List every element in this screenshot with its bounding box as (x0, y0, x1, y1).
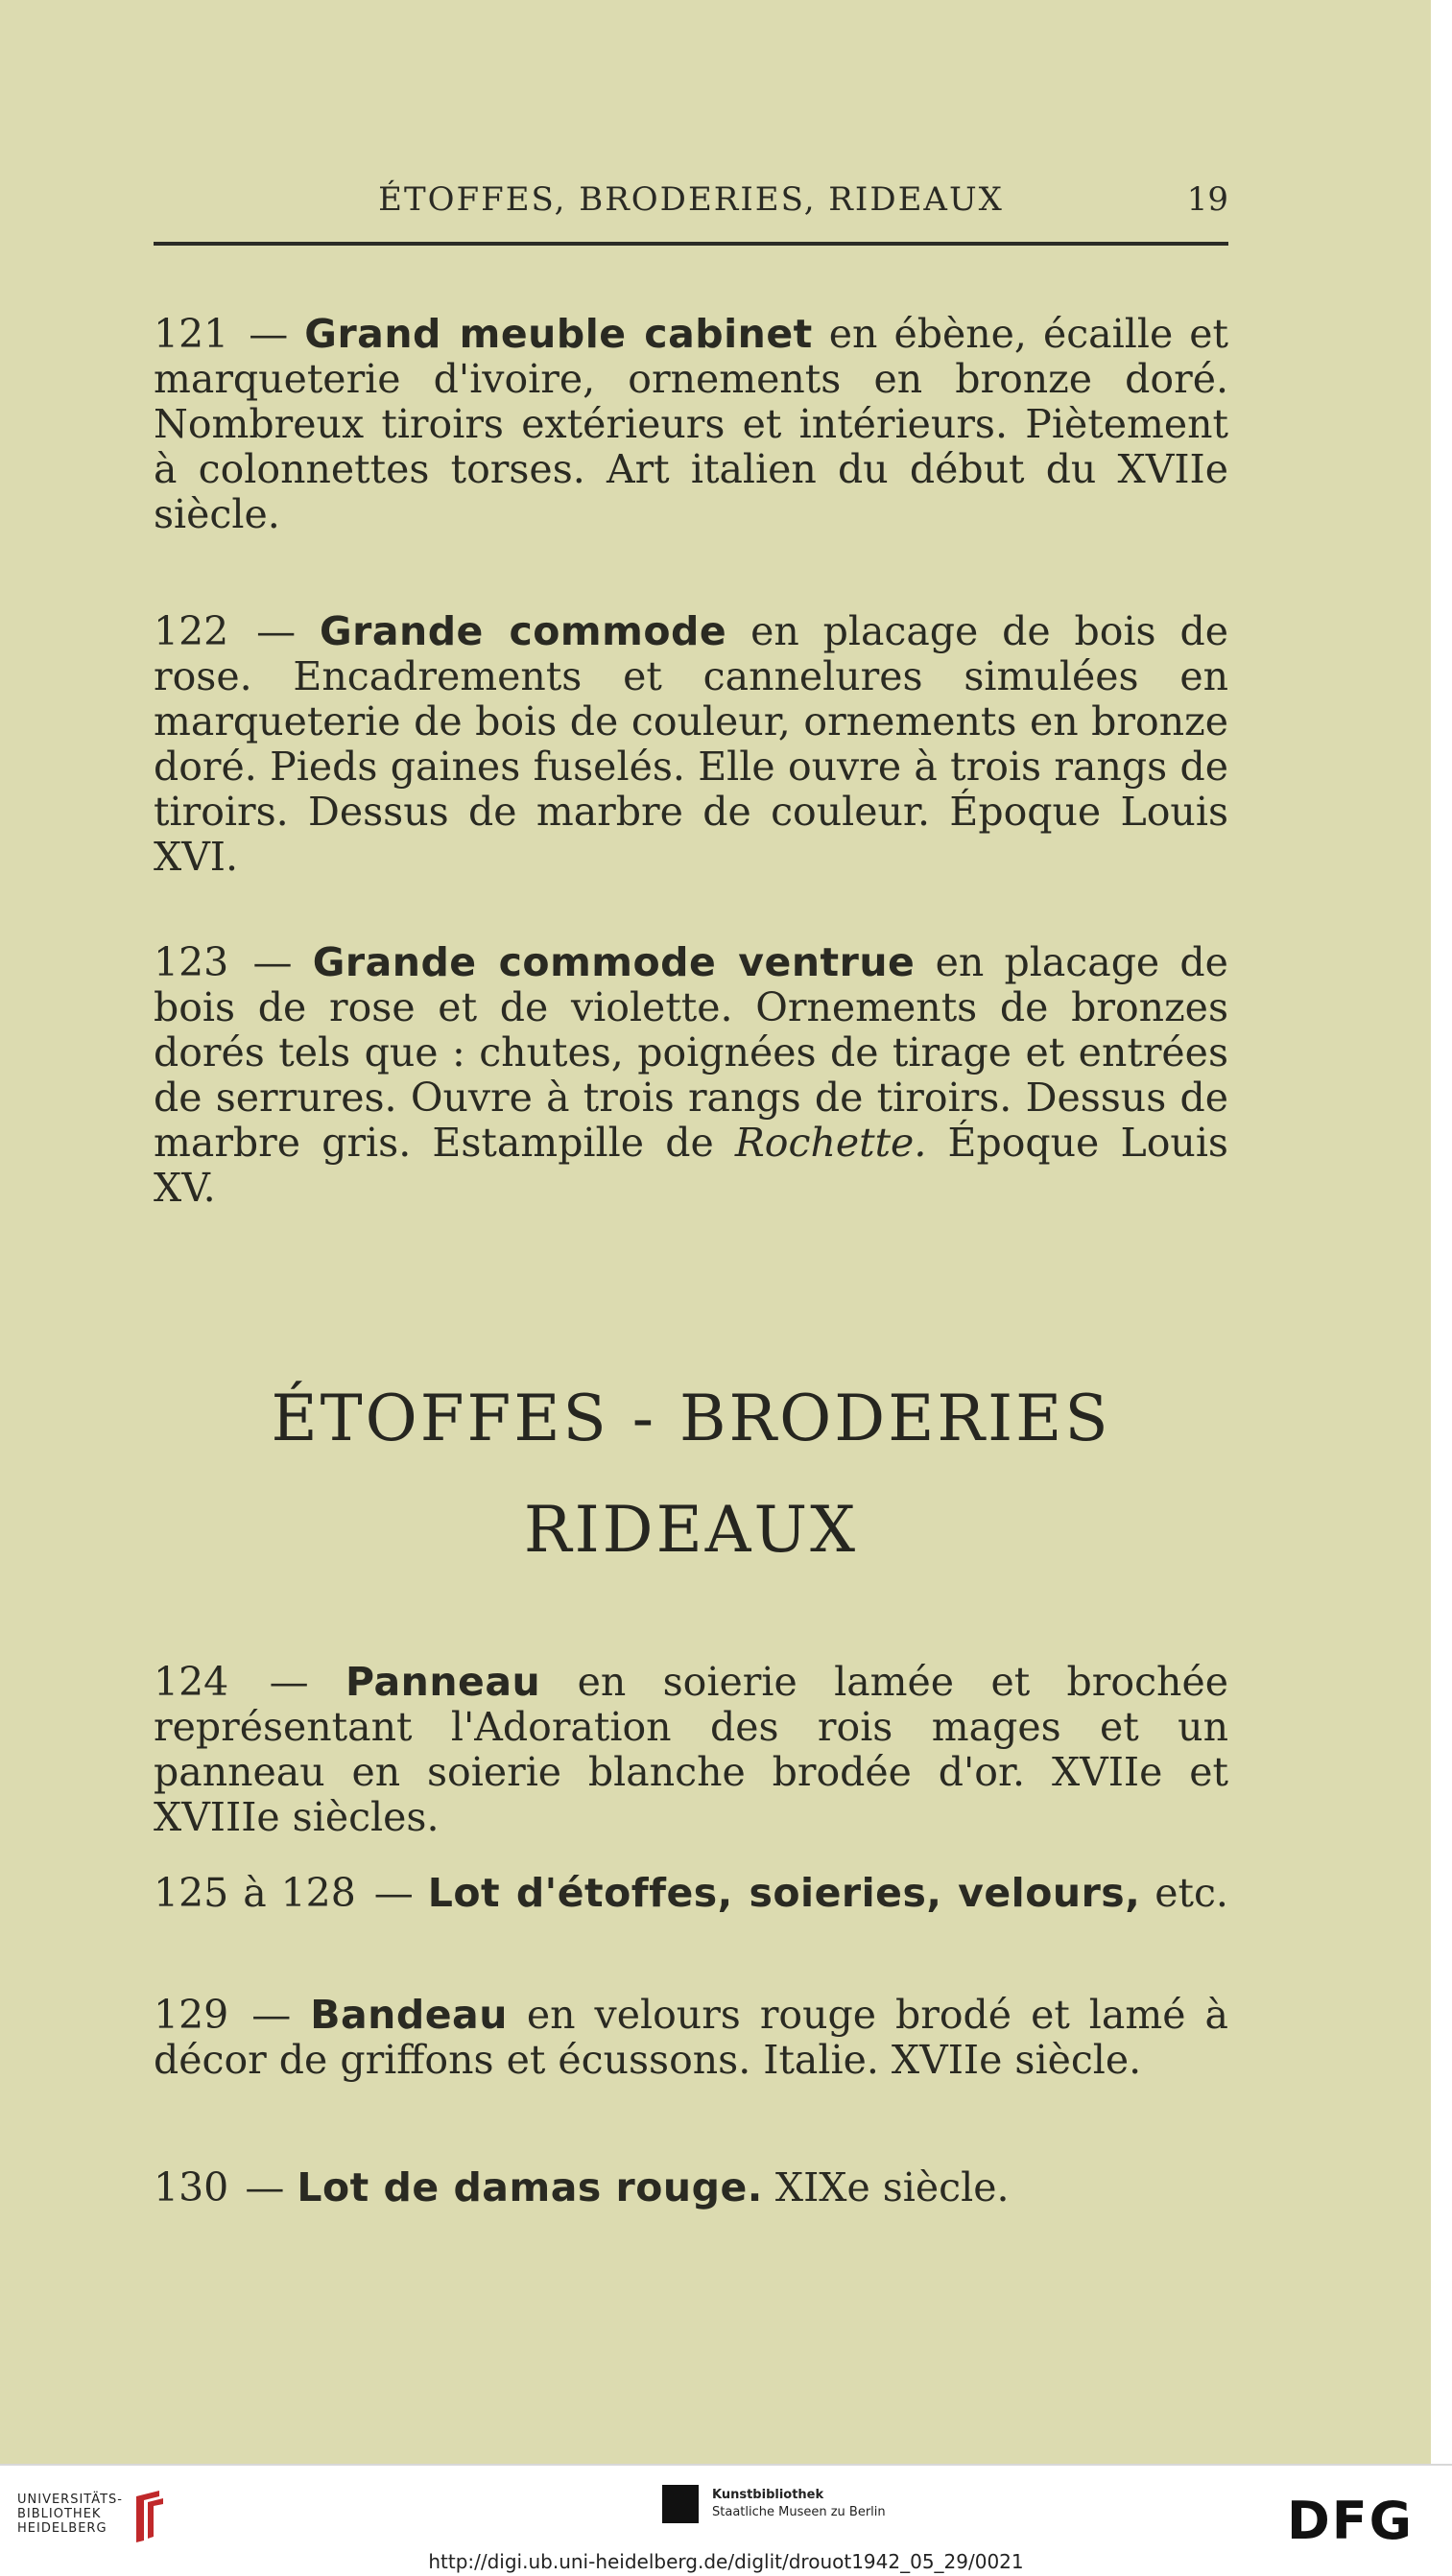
entry-description: en placage de bois de rose et de violette. Ornements de bronzes dorés tels que : chutes, poignées de tirage et entrées de serrures. Ouvre à trois rangs de tiroirs. Dessus de marbre gris. Estampille de (154, 939, 1228, 1166)
section-title-line1: ÉTOFFES - BRODERIES (271, 1382, 1111, 1455)
entry-title: Lot d'étoffes, soieries, velours, (427, 1870, 1141, 1916)
entry-number: 122 (154, 608, 229, 654)
entry-dash: — (252, 939, 293, 985)
permalink-url[interactable]: http://digi.ub.uni-heidelberg.de/diglit/drouot1942_05_29/0021 (428, 2550, 1024, 2573)
catalog-entry-123 (154, 940, 1228, 1211)
kunstbibliothek-text (712, 2487, 886, 2521)
catalog-entry-125-128 (154, 1871, 1228, 1916)
entry-dash: — (251, 1992, 292, 2038)
entry-description: en placage de bois de rose. Encadrements et cannelures simulées en marqueterie de bois de couleur, ornements en bronze doré. Pieds gaines fuselés. Elle ouvre à trois rangs de tiroirs. Dessus de marbre de couleur. Époque Louis XVI. (154, 608, 1228, 880)
entry-description: en soierie lamée et brochée représentant l'Adoration des rois mages et un panneau en soierie blanche brodée d'or. XVIIe et XVIIIe siècles. (154, 1659, 1228, 1840)
entry-number: 129 (154, 1992, 229, 2038)
entry-description-end: Époque Louis XV. (154, 1120, 1228, 1211)
entry-dash: — (245, 2164, 285, 2210)
entry-title: Grande commode (319, 608, 727, 654)
kb-line1: Kunstbibliothek (712, 2488, 824, 2502)
entry-number: 125 à 128 (154, 1870, 356, 1916)
catalog-entry-122 (154, 609, 1228, 880)
kunstbibliothek-mark-icon (662, 2485, 699, 2523)
running-header (154, 180, 1228, 225)
viewer-footer (0, 2464, 1452, 2576)
entry-title: Grande commode ventrue (312, 939, 916, 985)
ub-line2: BIBLIOTHEK (17, 2507, 102, 2521)
catalog-entry-129 (154, 1993, 1228, 2083)
maker-name: Rochette. (734, 1120, 927, 1166)
entry-title: Grand meuble cabinet (304, 311, 813, 357)
ub-line3: HEIDELBERG (17, 2521, 107, 2536)
entry-dash: — (269, 1659, 309, 1705)
entry-number: 130 (154, 2164, 229, 2210)
entry-dash: — (249, 311, 289, 357)
catalog-entry-130 (154, 2165, 1228, 2210)
university-library-logo[interactable] (17, 2487, 171, 2544)
entry-description: en ébène, écaille et marqueterie d'ivoire, ornements en bronze doré. Nombreux tiroirs extérieurs et intérieurs. Piètement à colonnettes torses. Art italien du début du XVIIe siècle. (154, 311, 1228, 537)
entry-number: 123 (154, 939, 229, 985)
section-title-line2: RIDEAUX (523, 1493, 859, 1567)
entry-dash: — (256, 608, 297, 654)
dfg-logo[interactable]: DFG (1286, 2491, 1414, 2551)
page-edge (1431, 0, 1452, 2464)
kb-line2: Staatliche Museen zu Berlin (712, 2505, 886, 2519)
entry-description: etc. (1154, 1870, 1228, 1916)
entry-title: Lot de damas rouge. (297, 2164, 763, 2210)
running-title: ÉTOFFES, BRODERIES, RIDEAUX (378, 180, 1004, 219)
entry-description: en velours rouge brodé et lamé à décor de griffons et écussons. Italie. XVIIe siècle. (154, 1992, 1228, 2083)
header-rule (154, 242, 1228, 246)
ub-line1: UNIVERSITÄTS- (17, 2493, 123, 2507)
ub-logo-text (17, 2493, 123, 2536)
kunstbibliothek-logo[interactable] (662, 2485, 893, 2533)
entry-description: XIXe siècle. (774, 2164, 1010, 2210)
entry-title: Panneau (345, 1659, 541, 1705)
catalog-entry-121 (154, 312, 1228, 537)
entry-number: 124 (154, 1659, 229, 1705)
entry-dash: — (373, 1870, 414, 1916)
entry-title: Bandeau (310, 1992, 508, 2038)
catalog-entry-124 (154, 1660, 1228, 1840)
page-number: 19 (1186, 180, 1228, 219)
entry-number: 121 (154, 311, 229, 357)
ub-emblem-icon (131, 2489, 169, 2546)
